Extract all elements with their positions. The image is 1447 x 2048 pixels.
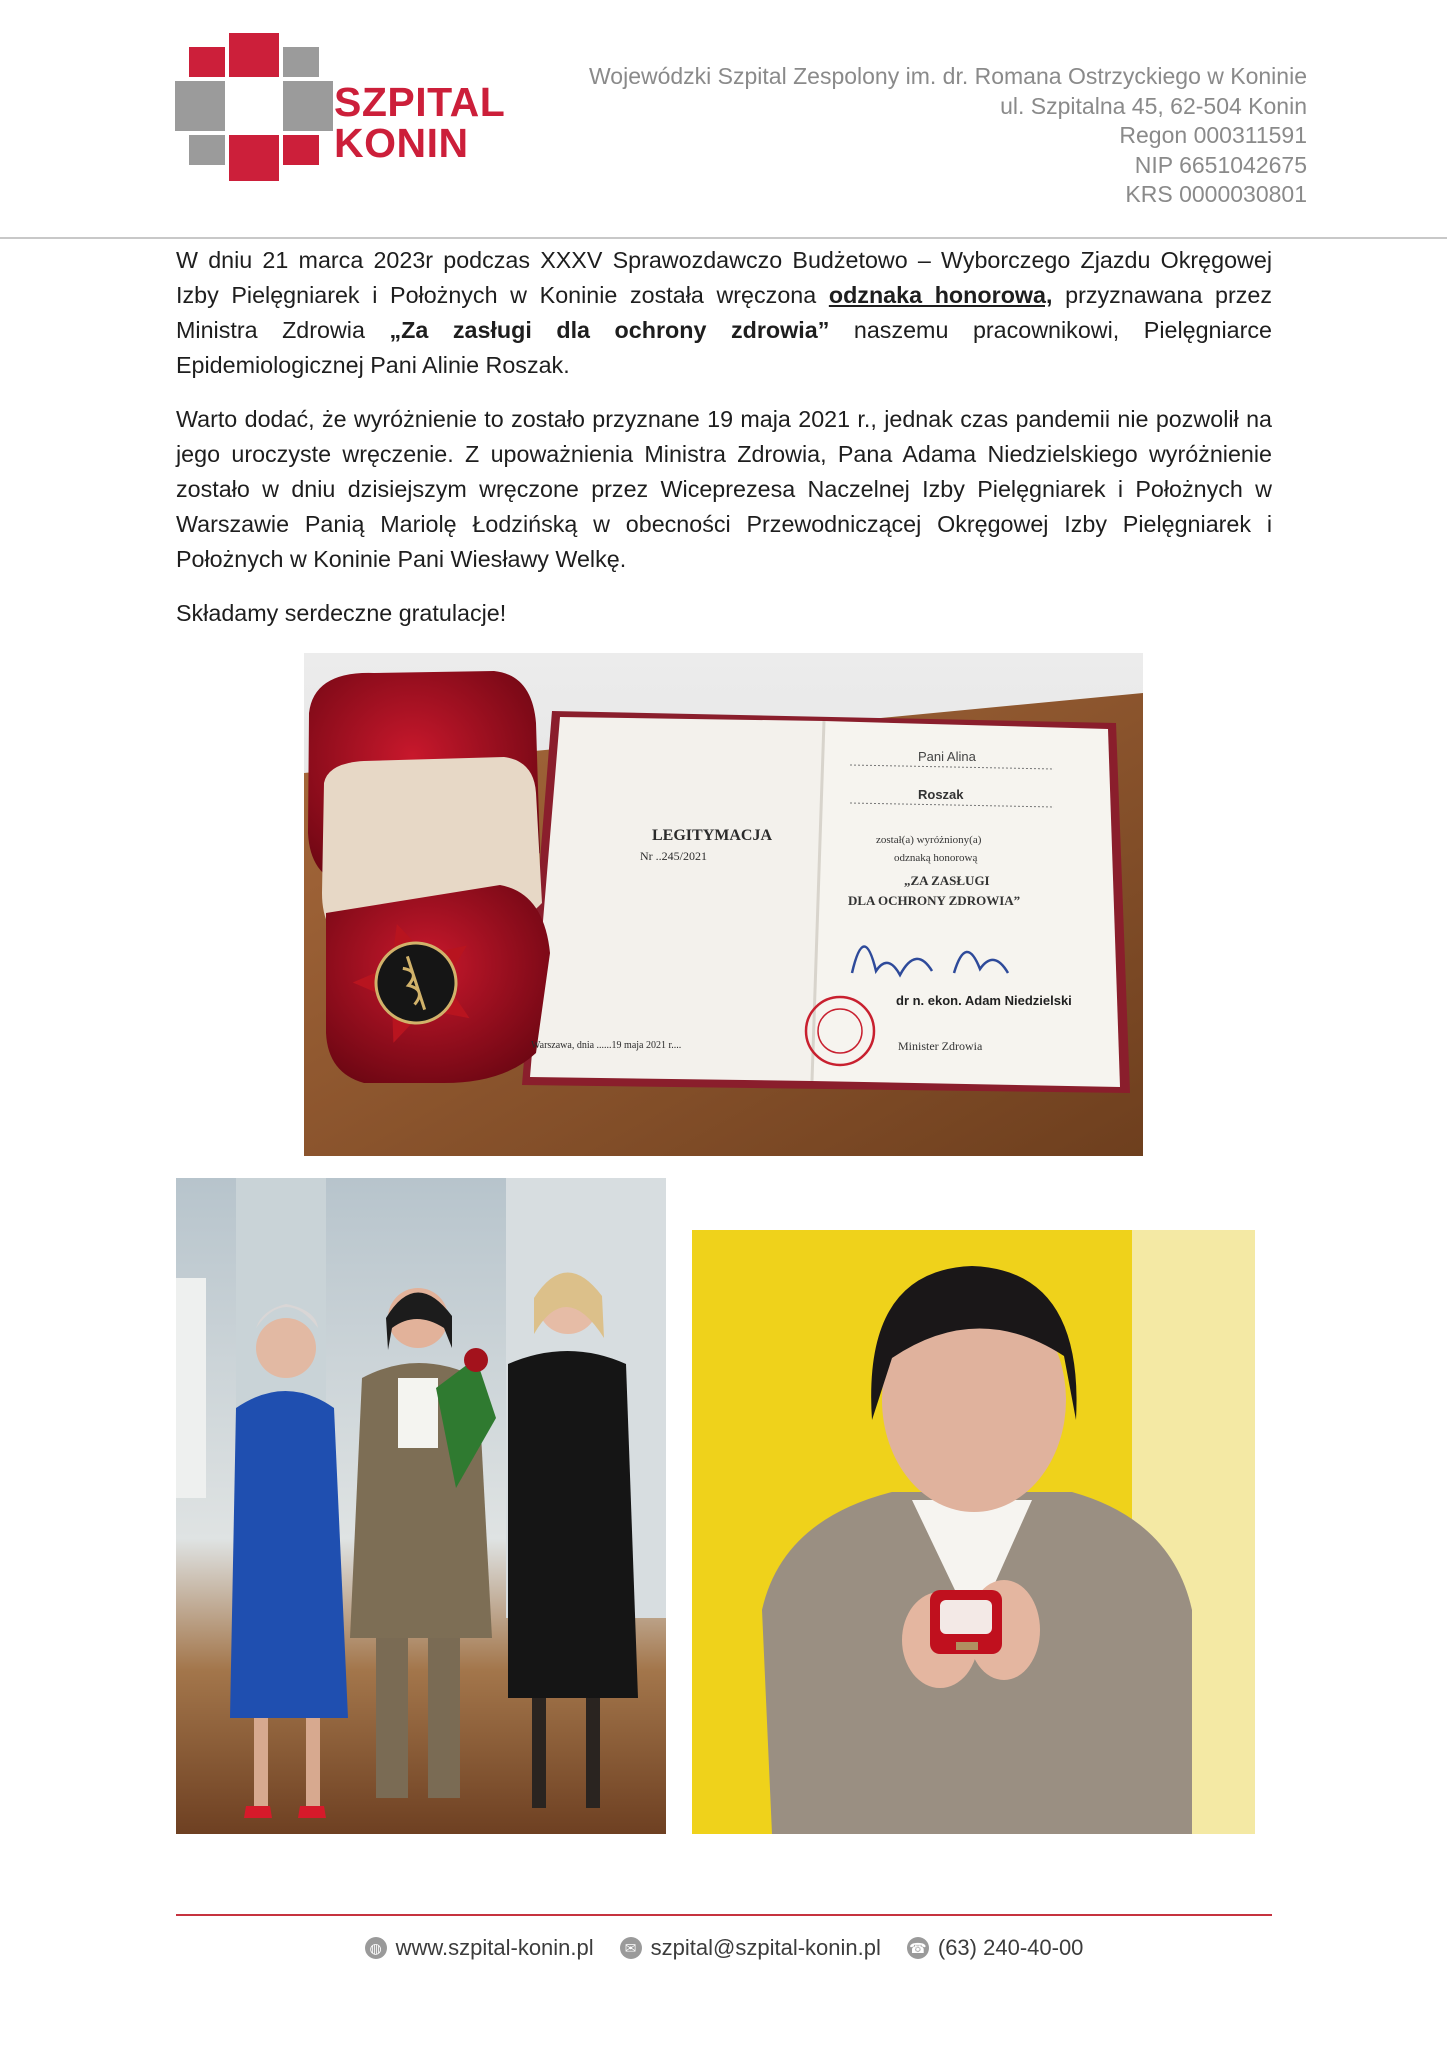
paragraph-3: Składamy serdeczne gratulacje! bbox=[176, 600, 507, 626]
certificate-signer: dr n. ekon. Adam Niedzielski bbox=[896, 993, 1072, 1008]
recipient-portrait-photo bbox=[692, 1230, 1255, 1834]
award-ceremony-photo bbox=[176, 1178, 666, 1834]
envelope-icon: ✉ bbox=[620, 1937, 642, 1959]
certificate-line-3: „ZA ZASŁUGI bbox=[904, 873, 990, 888]
website-link[interactable]: www.szpital-konin.pl bbox=[395, 1935, 594, 1960]
hospital-contact-block bbox=[589, 62, 1307, 210]
certificate-last-name: Roszak bbox=[918, 787, 964, 802]
paragraph-2: Warto dodać, że wyróżnienie to zostało przyznane 19 maja 2021 r., jednak czas pandemii nie pozwolił na jego uroczyste wręczenie. Z upoważnienia Ministra Zdrowia, Pana Adama Niedzielskiego wyróżnienie zostało w dniu dzisiejszym wręczone przez Wiceprezesa Naczelnej Izby Pielęgniarek i Położnych w Warszawie Panią Mariolę Łodzińską w obecności Przewodniczącej Okręgowej Izby Pielęgniarek i Położnych w Koninie Pani Wiesławy Welkę. bbox=[176, 406, 1272, 572]
hospital-krs: KRS 0000030801 bbox=[1125, 181, 1307, 207]
phone-number[interactable]: (63) 240-40-00 bbox=[937, 1935, 1084, 1960]
certificate-line-1: został(a) wyróżniony(a) bbox=[876, 834, 982, 846]
certificate-first-name: Pani Alina bbox=[918, 749, 976, 764]
paragraph-1-text-a: W dniu 21 marca 2023r podczas XXXV Sprawozdawczo Budżetowo – Wyborczego Zjazdu Okręgowej Izby Pielęgniarek i Położnych w Koninie została wręczona bbox=[176, 247, 1272, 308]
hospital-nip: NIP 6651042675 bbox=[1134, 151, 1307, 178]
certificate-line-4: DLA OCHRONY ZDROWIA” bbox=[848, 893, 1021, 908]
logo-cross-icon bbox=[175, 33, 335, 183]
email-link[interactable]: szpital@szpital-konin.pl bbox=[650, 1935, 881, 1960]
certificate-title: LEGITYMACJA bbox=[652, 827, 773, 844]
certificate-date: Warszawa, dnia ......19 maja 2021 r.... bbox=[531, 1040, 682, 1051]
certificate-signer-role: Minister Zdrowia bbox=[898, 1039, 983, 1053]
phone-icon: ☎ bbox=[907, 1937, 929, 1959]
logo-line-1: SZPITAL bbox=[334, 79, 506, 125]
hospital-address: ul. Szpitalna 45, 62-504 Konin bbox=[1000, 92, 1307, 119]
hospital-name: Wojewódzki Szpital Zespolony im. dr. Romana Ostrzyckiego w Koninie bbox=[589, 63, 1307, 89]
paragraph-1-text-e: naszemu pracownikowi, Pielęgniarce Epidemiologicznej Pani Alinie Roszak. bbox=[176, 317, 1273, 378]
footer-email[interactable] bbox=[620, 1935, 881, 1961]
header-divider bbox=[0, 237, 1447, 239]
paragraph-1-text-c: przyznawana przez Ministra Zdrowia bbox=[176, 282, 1273, 343]
certificate-photo bbox=[304, 653, 1143, 1156]
hospital-regon: Regon 000311591 bbox=[1119, 122, 1307, 148]
footer-phone[interactable] bbox=[907, 1935, 1084, 1961]
globe-icon: ◍ bbox=[365, 1937, 387, 1959]
footer-contact-bar bbox=[176, 1930, 1272, 1966]
certificate-line-2: odznaką honorową bbox=[894, 852, 978, 864]
logo-wordmark bbox=[334, 79, 506, 166]
certificate-number: Nr ..245/2021 bbox=[640, 849, 707, 863]
award-title: „Za zasługi dla ochrony zdrowia” bbox=[389, 317, 830, 343]
paragraph-1 bbox=[176, 243, 1272, 383]
footer-website[interactable] bbox=[365, 1935, 594, 1961]
footer-divider bbox=[176, 1914, 1272, 1916]
badge-name-highlight: odznaka honorowa, bbox=[828, 282, 1053, 308]
logo-line-2: KONIN bbox=[334, 120, 469, 166]
